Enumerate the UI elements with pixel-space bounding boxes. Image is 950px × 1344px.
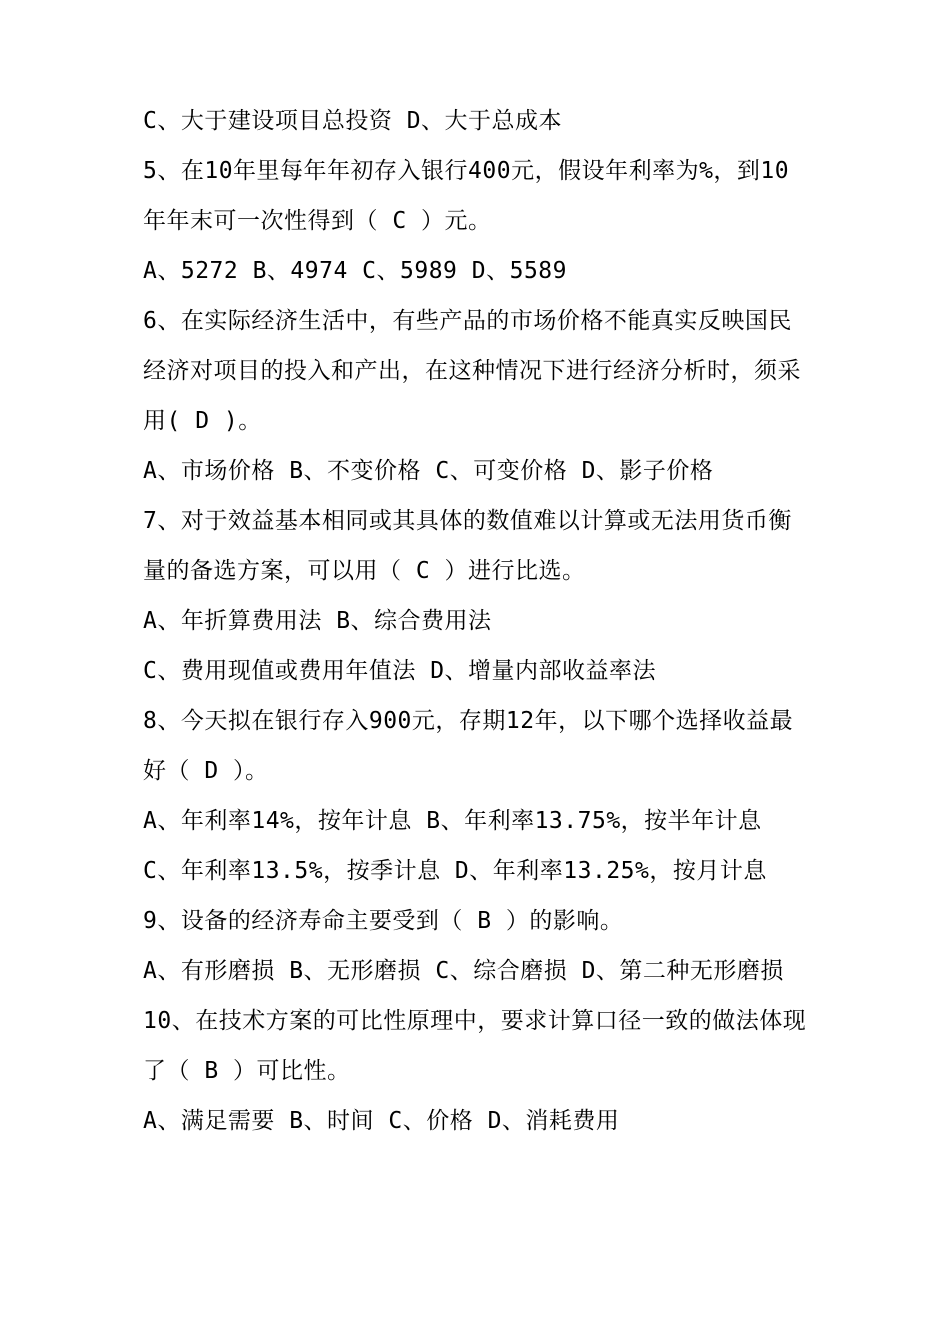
text-line-options-q8-cd: C、年利率13.5%，按季计息 D、年利率13.25%，按月计息	[143, 858, 767, 884]
text-line-options-q7-cd: C、费用现值或费用年值法 D、增量内部收益率法	[143, 658, 657, 684]
question-text-block	[143, 96, 855, 1146]
text-line-options-q9: A、有形磨损 B、无形磨损 C、综合磨损 D、第二种无形磨损	[143, 958, 784, 984]
text-line-question-10-cont: 了（ B ）可比性。	[143, 1058, 351, 1084]
text-line-question-7: 7、对于效益基本相同或其具体的数值难以计算或无法用货币衡	[143, 508, 792, 534]
text-line-question-10: 10、在技术方案的可比性原理中，要求计算口径一致的做法体现	[143, 1008, 807, 1034]
text-line-options-q10: A、满足需要 B、时间 C、价格 D、消耗费用	[143, 1108, 620, 1134]
text-line-question-5-cont: 年年末可一次性得到（ C ）元。	[143, 208, 492, 234]
text-line-question-5: 5、在10年里每年年初存入银行400元，假设年利率为%，到10	[143, 158, 790, 184]
text-line-question-8-cont: 好（ D ）。	[143, 758, 269, 784]
text-line-options-q7-ab: A、年折算费用法 B、综合费用法	[143, 608, 492, 634]
text-line-question-9: 9、设备的经济寿命主要受到（ B ）的影响。	[143, 908, 624, 934]
text-line-option-c-d-q4: C、大于建设项目总投资 D、大于总成本	[143, 108, 563, 134]
text-line-question-7-cont: 量的备选方案，可以用（ C ）进行比选。	[143, 558, 586, 584]
text-line-options-q5: A、5272 B、4974 C、5989 D、5589	[143, 258, 567, 284]
text-line-question-8: 8、今天拟在银行存入900元，存期12年，以下哪个选择收益最	[143, 708, 794, 734]
text-line-options-q6: A、市场价格 B、不变价格 C、可变价格 D、影子价格	[143, 458, 714, 484]
text-line-question-6: 6、在实际经济生活中，有些产品的市场价格不能真实反映国民	[143, 308, 792, 334]
text-line-question-6-answer: 用( D )。	[143, 408, 262, 434]
text-line-question-6-cont: 经济对项目的投入和产出，在这种情况下进行经济分析时，须采	[143, 358, 801, 384]
text-line-options-q8-ab: A、年利率14%，按年计息 B、年利率13.75%，按半年计息	[143, 808, 762, 834]
